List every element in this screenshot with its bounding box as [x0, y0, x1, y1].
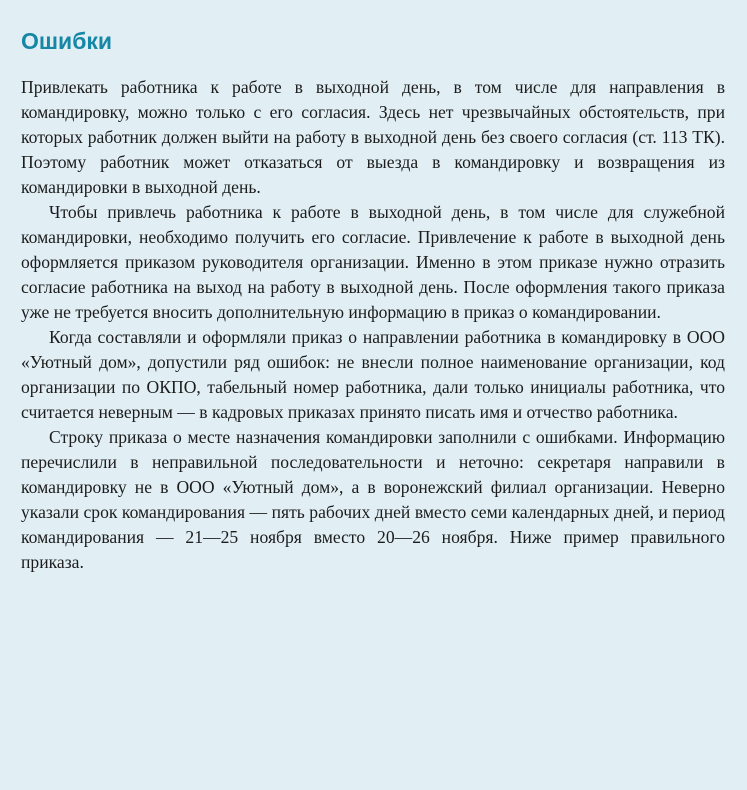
paragraph: Привлекать работника к работе в выходной день, в том числе для направления в командировку, можно только с его согласия. Здесь нет чрезвычайных обстоятельств, при которых работник должен выйти на работу в выходной день без своего согласия (ст. 113 ТК). Поэтому работник может отказаться от выезда в командировку и возвращения из командировки в выходной день.	[21, 77, 725, 197]
section-heading: Ошибки	[21, 28, 113, 54]
paragraph: Строку приказа о месте назначения командировки заполнили с ошибками. Информацию перечислили в неправильной последовательности и неточно: секретаря направили в командировку не в ООО «Уютный дом», а в воронежский филиал организации. Неверно указали срок командирования — пять рабочих дней вместо семи календарных дней, и период командирования — 21—25 ноября вместо 20—26 ноября. Ниже пример правильного приказа.	[21, 427, 725, 572]
paragraph: Чтобы привлечь работника к работе в выходной день, в том числе для служебной командировки, необходимо получить его согласие. Привлечение к работе в выходной день оформляется приказом руководителя организации. Именно в этом приказе нужно отразить согласие работника на выход на работу в выходной день. После оформления такого приказа уже не требуется вносить дополнительную информацию в приказ о командировании.	[21, 202, 725, 322]
body-text	[21, 75, 725, 575]
paragraph: Когда составляли и оформляли приказ о направлении работника в командировку в ООО «Уютный дом», допустили ряд ошибок: не внесли полное наименование организации, код организации по ОКПО, табельный номер работника, дали только инициалы работника, что считается неверным — в кадровых приказах принято писать имя и отчество работника.	[21, 327, 725, 422]
